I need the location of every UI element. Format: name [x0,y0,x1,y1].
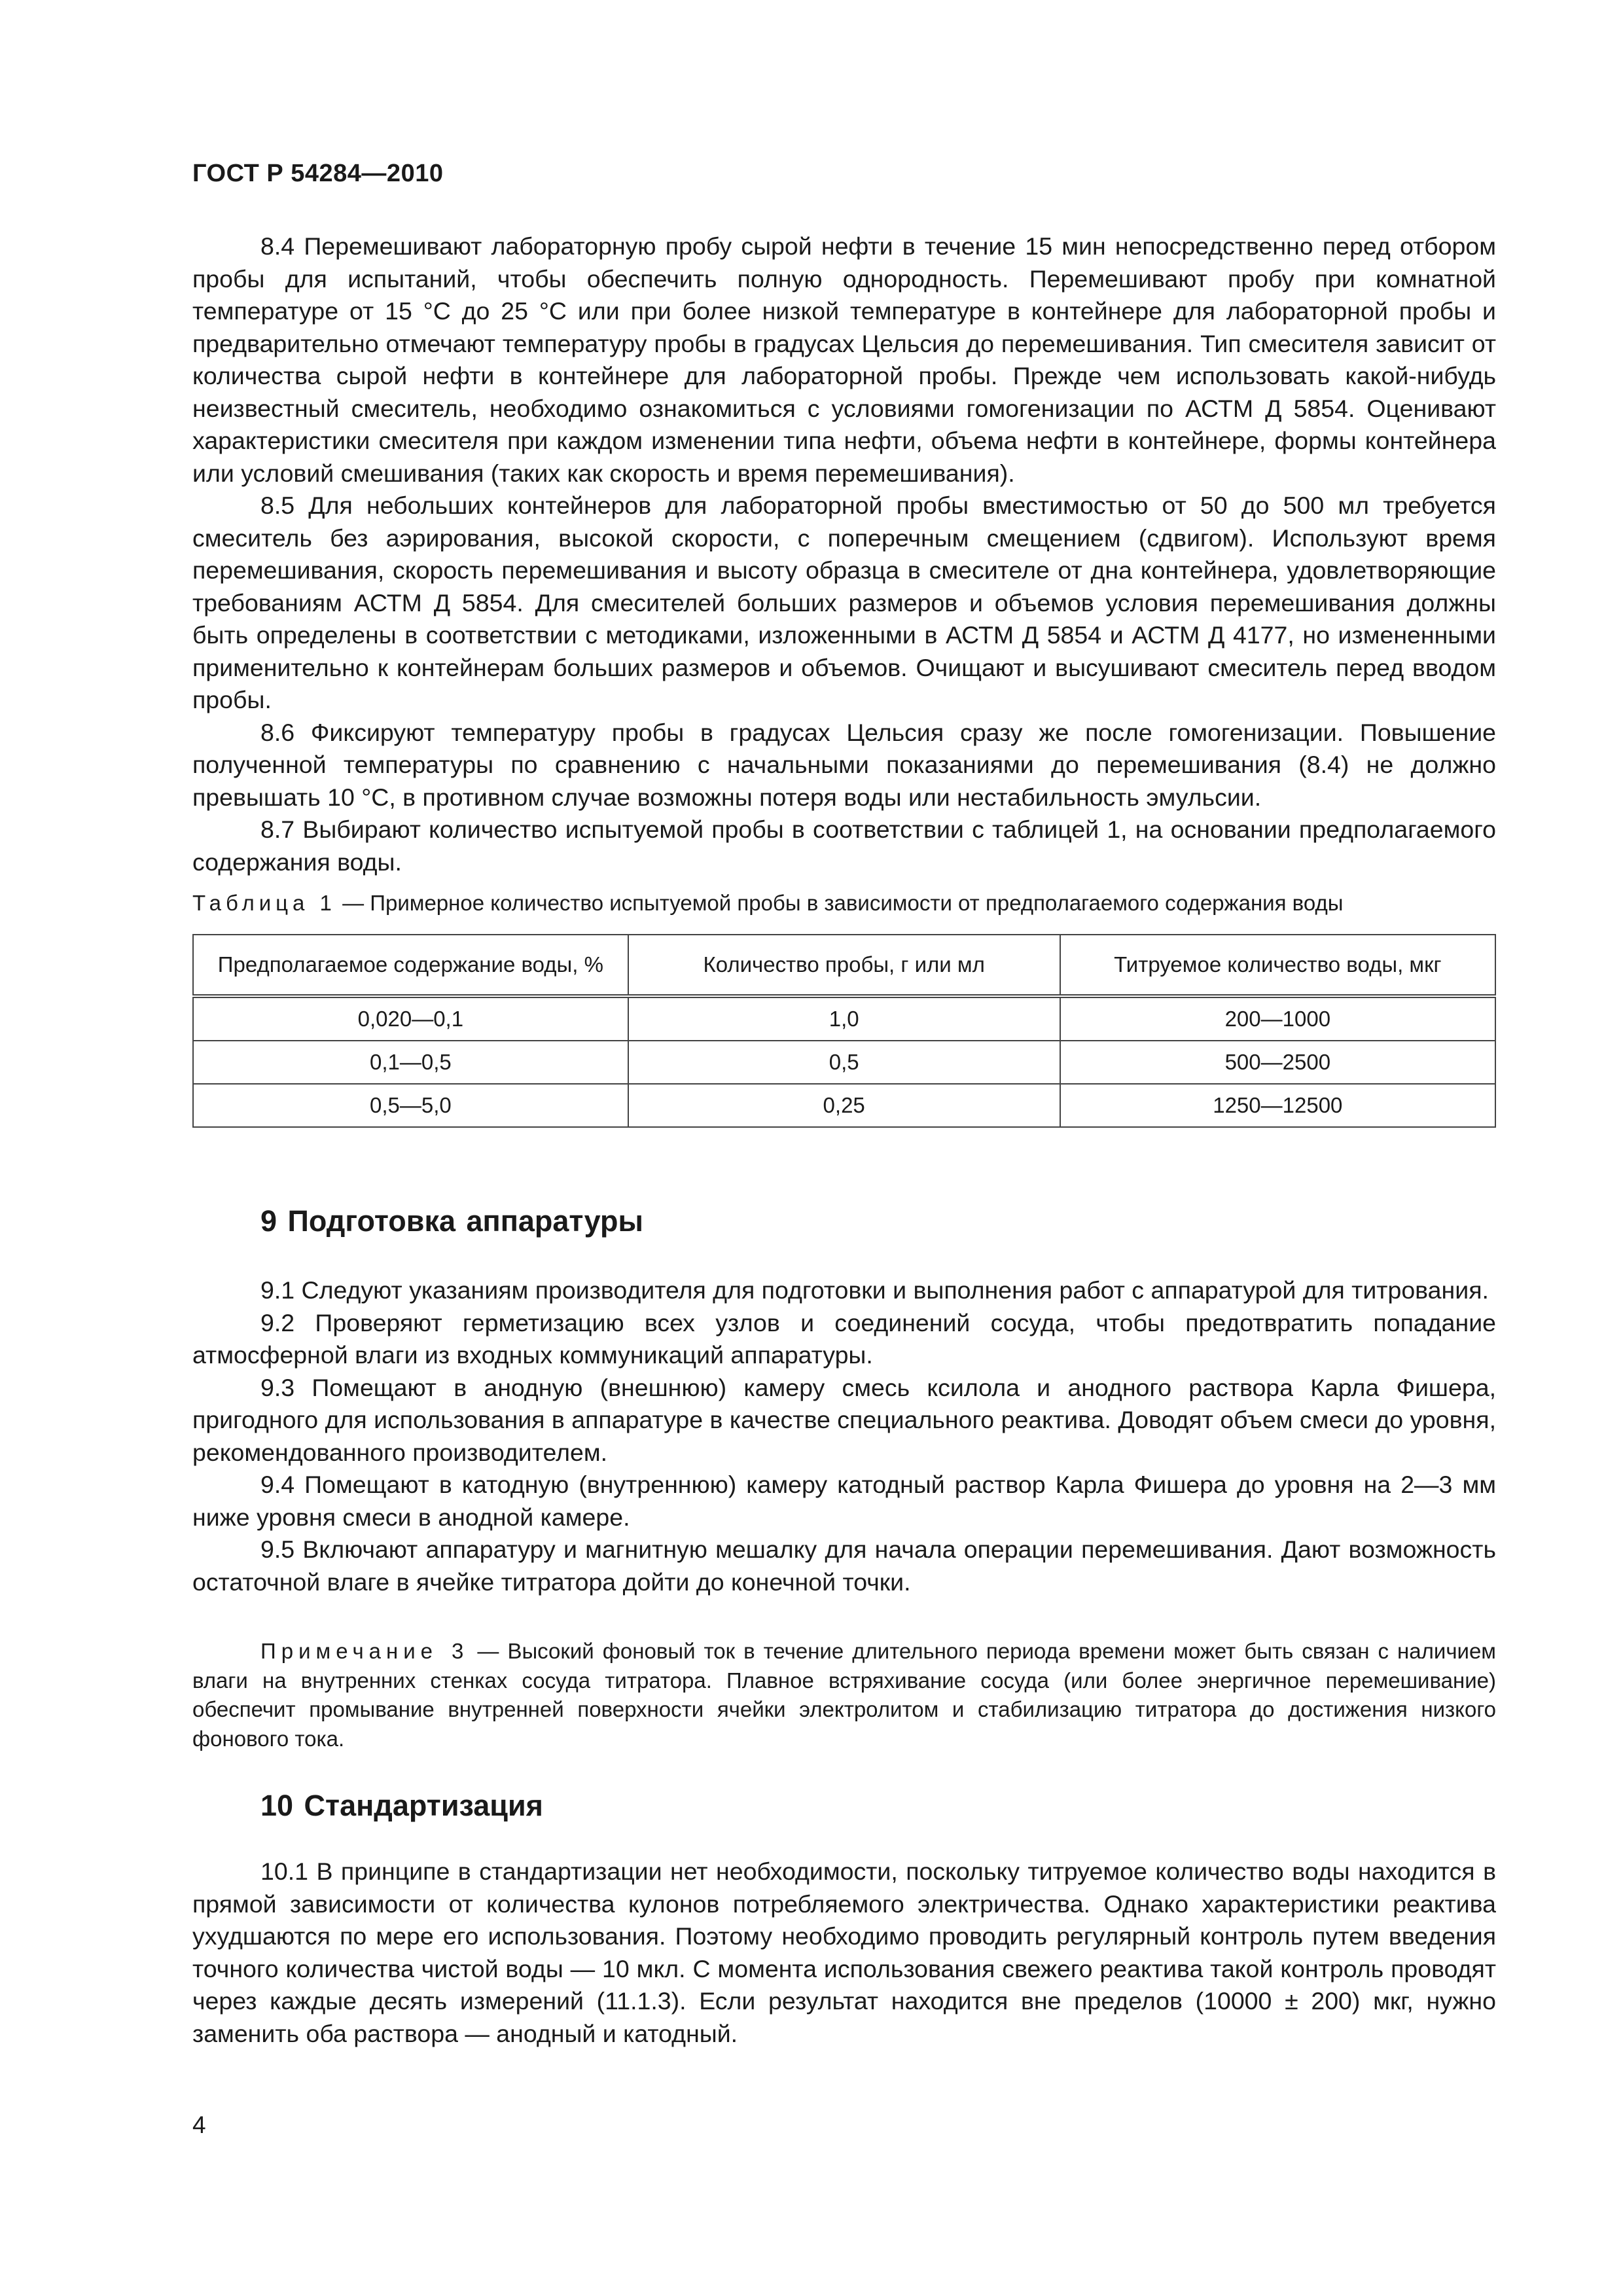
paragraph-9-3: 9.3 Помещают в анодную (внешнюю) камеру смесь ксилола и анодного раствора Карла Фишера, пригодного для использования в аппаратуре в качестве специального реактива. Доводят объем смеси до уровня, рекомендованного производителем. [192,1373,1496,1466]
section-9-heading: 9 Подготовка аппаратуры [260,1204,643,1238]
table-cell: 500—2500 [1060,1041,1495,1084]
table-row [193,1041,1495,1084]
table-cell: 200—1000 [1060,996,1495,1041]
table-1-caption [192,889,1496,918]
table-header-cell: Титруемое количество воды, мкг [1060,935,1495,996]
section-10-heading: 10 Стандартизация [260,1789,543,1822]
table-row [193,996,1495,1041]
paragraph-9-5: 9.5 Включают аппаратуру и магнитную мешалку для начала операции перемешивания. Дают возможность остаточной влаге в ячейке титратора дойти до конечной точки. [192,1535,1496,1596]
table-cell: 1,0 [628,996,1060,1041]
table-cell: 0,25 [628,1084,1060,1127]
note-label: Примечание 3 [260,1639,469,1663]
paragraph-10-1: 10.1 В принципе в стандартизации нет необходимости, поскольку титруемое количество воды находится в прямой зависимости от количества кулонов потребляемого электричества. Однако характеристики реактива ухудшаются по мере его использования. Поэтому необходимо проводить регулярный контроль путем введения точного количества чистой воды — 10 мкл. С момента использования свежего реактива такой контроль проводят через каждые десять измерений (11.1.3). Если результат находится вне пределов (10000 ± 200) мкг, нужно заменить оба раствора — анодный и катодный. [192,1857,1496,2047]
paragraph-8-6: 8.6 Фиксируют температуру пробы в градусах Цельсия сразу же после гомогенизации. Повышение полученной температуры по сравнению с начальными показаниями до перемешивания (8.4) не должно превышать 10 °С, в противном случае возможны потеря воды или нестабильность эмульсии. [192,718,1496,811]
table-caption-text: — Примерное количество испытуемой пробы в зависимости от предполагаемого содержания воды [336,891,1344,915]
paragraph-8-4: 8.4 Перемешивают лабораторную пробу сырой нефти в течение 15 мин непосредственно перед отбором пробы для испытаний, чтобы обеспечить полную однородность. Перемешивают пробу при комнатной температуре от 15 °С до 25 °С или при более низкой температуре в контейнере для лабораторной пробы и предварительно отмечают температуру пробы в градусах Цельсия до перемешивания. Тип смесителя зависит от количества сырой нефти в контейнере для лабораторной пробы. Прежде чем использовать какой-нибудь неизвестный смеситель, необходимо ознакомиться с условиями гомогенизации по АСТМ Д 5854. Оценивают характеристики смесителя при каждом изменении типа нефти, объема нефти в контейнере, формы контейнера или условий смешивания (таких как скорость и время перемешивания). [192,232,1496,487]
table-cell: 0,1—0,5 [193,1041,628,1084]
note-text: — Высокий фоновый ток в течение длительного периода времени может быть связан с наличием влаги на внутренних стенках сосуда титратора. Плавное встряхивание сосуда (или более энергичное перемешивание) обеспечит промывание внутренней поверхности ячейки электролитом и стабилизацию титратора до достижения низкого фонового тока. [192,1639,1496,1751]
paragraph-8-5: 8.5 Для небольших контейнеров для лабораторной пробы вместимостью от 50 до 500 мл требуется смеситель без аэрирования, высокой скорости, с поперечным смещением (сдвигом). Используют время перемешивания, скорость перемешивания и высоту образца в смесителе от дна контейнера, удовлетворяющие требованиям АСТМ Д 5854. Для смесителей больших размеров и объемов условия перемешивания должны быть определены в соответствии с методиками, изложенными в АСТМ Д 5854 и АСТМ Д 4177, но измененными применительно к контейнерам больших размеров и объемов. Очищают и высушивают смеситель перед вводом пробы. [192,492,1496,713]
document-page [192,0,1501,2296]
page-number: 4 [192,2111,206,2138]
paragraph-9-2: 9.2 Проверяют герметизацию всех узлов и соединений сосуда, чтобы предотвратить попадание атмосферной влаги из входных коммуникаций аппаратуры. [192,1308,1496,1369]
table-cell: 0,5 [628,1041,1060,1084]
paragraph-9-4: 9.4 Помещают в катодную (внутреннюю) камеру катодный раствор Карла Фишера до уровня на 2—3 мм ниже уровня смеси в анодной камере. [192,1471,1496,1531]
table-header-cell: Предполагаемое содержание воды, % [193,935,628,996]
table-cell: 0,5—5,0 [193,1084,628,1127]
table-cell: 0,020—0,1 [193,996,628,1041]
section-8-text [192,230,1496,878]
table-1 [192,934,1496,1128]
section-9-text [192,1274,1496,1598]
document-id-header: ГОСТ Р 54284—2010 [192,160,444,187]
note-paragraph [192,1637,1496,1753]
note-3 [192,1637,1496,1753]
section-10-text [192,1856,1496,2050]
table-cell: 1250—12500 [1060,1084,1495,1127]
table-row [193,1084,1495,1127]
table-header-row [193,935,1495,996]
table-header-cell: Количество пробы, г или мл [628,935,1060,996]
paragraph-8-7: 8.7 Выбирают количество испытуемой пробы в соответствии с таблицей 1, на основании предполагаемого содержания воды. [192,816,1496,876]
table-caption-label: Таблица 1 [192,891,336,915]
paragraph-9-1: 9.1 Следуют указаниям производителя для подготовки и выполнения работ с аппаратурой для титрования. [260,1276,1489,1304]
